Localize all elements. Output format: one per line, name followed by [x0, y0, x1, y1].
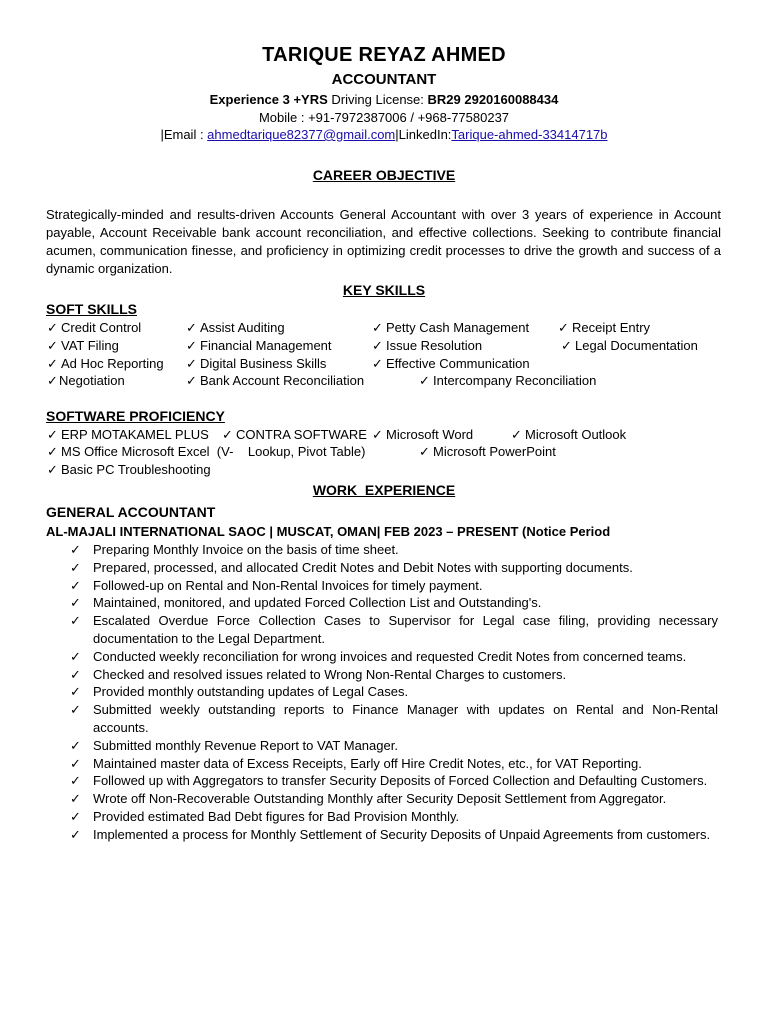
- skill-label: VAT Filing: [61, 338, 119, 353]
- experience-label: Experience 3 +YRS: [209, 92, 328, 107]
- software-label: Microsoft Word: [386, 427, 474, 442]
- candidate-role: ACCOUNTANT: [331, 71, 437, 88]
- list-item: [70, 755, 718, 773]
- check-icon: ✓: [70, 684, 81, 700]
- software-label: Microsoft PowerPoint: [433, 444, 556, 459]
- skill-item: [47, 320, 141, 336]
- check-icon: ✓: [70, 702, 81, 718]
- list-item: [70, 772, 718, 790]
- email-link[interactable]: ahmedtarique82377@gmail.com: [207, 127, 396, 142]
- bullet-text: Maintained, monitored, and updated Forced Collection List and Outstanding's.: [93, 595, 542, 611]
- skill-item: [47, 356, 164, 372]
- check-icon: ✓: [561, 338, 572, 353]
- skill-label: Issue Resolution: [386, 338, 483, 353]
- candidate-name: TARIQUE REYAZ AHMED: [262, 44, 506, 66]
- mobile-line: Mobile : +91-7972387006 / +968-77580237: [258, 110, 510, 125]
- check-icon: ✓: [70, 559, 81, 575]
- job-title: GENERAL ACCOUNTANT: [46, 504, 216, 520]
- skill-label: Legal Documentation: [575, 338, 698, 353]
- software-item: [47, 462, 211, 478]
- skill-label: Assist Auditing: [200, 320, 285, 335]
- bullet-text: Provided estimated Bad Debt figures for Bad Provision Monthly.: [93, 808, 460, 824]
- list-item: [70, 701, 718, 737]
- skill-label: Digital Business Skills: [200, 356, 327, 371]
- skill-item: [372, 338, 482, 354]
- list-item: [70, 790, 718, 808]
- check-icon: ✓: [47, 462, 58, 477]
- software-item: [372, 427, 473, 443]
- list-item: [70, 666, 718, 684]
- list-item: [70, 577, 718, 595]
- check-icon: ✓: [70, 826, 81, 842]
- software-label: MS Office Microsoft Excel (V- Lookup, Pivot Table): [61, 444, 366, 459]
- skill-item: [47, 373, 125, 389]
- check-icon: ✓: [419, 373, 430, 388]
- linkedin-prefix: |LinkedIn:: [395, 127, 452, 142]
- skill-item: [419, 373, 596, 389]
- check-icon: ✓: [70, 613, 81, 629]
- bullet-text: Followed up with Aggregators to transfer Security Deposits of Forced Collection and Defaulting Customers.: [93, 773, 708, 789]
- list-item: [70, 612, 718, 648]
- check-icon: ✓: [70, 808, 81, 824]
- key-skills-title: KEY SKILLS: [342, 282, 426, 298]
- skill-item: [47, 338, 119, 354]
- check-icon: ✓: [47, 320, 58, 335]
- check-icon: ✓: [70, 577, 81, 593]
- skill-item: [186, 338, 332, 354]
- check-icon: ✓: [222, 427, 233, 442]
- software-label: CONTRA SOFTWARE: [236, 427, 367, 442]
- software-proficiency-heading: SOFTWARE PROFICIENCY: [46, 408, 225, 424]
- responsibility-list: [70, 541, 718, 844]
- company-line: AL-MAJALI INTERNATIONAL SAOC | MUSCAT, OMAN| FEB 2023 – PRESENT (Notice Period: [46, 524, 611, 539]
- career-objective-heading: [0, 167, 768, 183]
- check-icon: ✓: [558, 320, 569, 335]
- skill-label: Intercompany Reconciliation: [433, 373, 597, 388]
- license-number: BR29 2920160088434: [427, 92, 559, 107]
- check-icon: ✓: [47, 373, 58, 388]
- key-skills-heading: [0, 282, 768, 298]
- list-item: [70, 594, 718, 612]
- software-item: [222, 427, 367, 443]
- skill-label: Effective Communication: [386, 356, 530, 371]
- skill-label: Financial Management: [200, 338, 332, 353]
- skill-label: Ad Hoc Reporting: [61, 356, 164, 371]
- skill-label: Bank Account Reconciliation: [200, 373, 365, 388]
- check-icon: ✓: [70, 542, 81, 557]
- work-experience-heading: [0, 482, 768, 498]
- list-item: [70, 559, 718, 577]
- check-icon: ✓: [70, 773, 81, 789]
- check-icon: ✓: [47, 356, 58, 371]
- software-label: Basic PC Troubleshooting: [61, 462, 211, 477]
- list-item: [70, 826, 718, 844]
- check-icon: ✓: [70, 595, 81, 611]
- bullet-text: Submitted monthly Revenue Report to VAT Manager.: [93, 737, 398, 753]
- list-item: [70, 808, 718, 826]
- skill-item: [372, 320, 529, 336]
- list-item: [70, 737, 718, 755]
- skill-label: Petty Cash Management: [386, 320, 530, 335]
- license-label: Driving License:: [327, 92, 428, 107]
- skill-label: Negotiation: [59, 373, 125, 388]
- bullet-text: Prepared, processed, and allocated Credit Notes and Debit Notes with supporting documents.: [93, 559, 633, 575]
- skill-item: [186, 373, 364, 389]
- check-icon: ✓: [186, 320, 197, 335]
- check-icon: ✓: [186, 338, 197, 353]
- bullet-text: Escalated Overdue Force Collection Cases to Supervisor for Legal case filing, providing necessary documentation to the Legal Department.: [93, 613, 718, 646]
- skill-item: [186, 356, 326, 372]
- check-icon: ✓: [372, 338, 383, 353]
- software-item: [47, 444, 365, 460]
- software-item: [511, 427, 626, 443]
- bullet-text: Implemented a process for Monthly Settlement of Security Deposits of Unpaid Agreements from customers.: [93, 826, 711, 842]
- bullet-text: Submitted weekly outstanding reports to Finance Manager with updates on Rental and Non-Rental accounts.: [93, 702, 718, 735]
- check-icon: ✓: [419, 444, 430, 459]
- list-item: [70, 648, 718, 666]
- list-item: [70, 683, 718, 701]
- check-icon: ✓: [372, 320, 383, 335]
- check-icon: ✓: [372, 356, 383, 371]
- bullet-text: Wrote off Non-Recoverable Outstanding Monthly after Security Deposit Settlement from Aggregator.: [93, 791, 667, 807]
- check-icon: ✓: [511, 427, 522, 442]
- bullet-text: Preparing Monthly Invoice on the basis of time sheet.: [93, 542, 399, 557]
- skill-label: Receipt Entry: [572, 320, 651, 335]
- bullet-text: Conducted weekly reconciliation for wrong invoices and requested Credit Notes from concerned teams.: [93, 648, 687, 664]
- check-icon: ✓: [47, 338, 58, 353]
- contact-line: [0, 127, 768, 142]
- list-item: [70, 541, 718, 559]
- bullet-text: Checked and resolved issues related to Wrong Non-Rental Charges to customers.: [93, 666, 567, 682]
- skill-item: [372, 356, 530, 372]
- career-objective-text: Strategically-minded and results-driven Accounts General Accountant with over 3 years of experience in Account payable, Account Receivable bank account reconciliation, and effective collections. Seeking to contribute financial acumen, communication finesse, and proficiency in optimizing credit processes to drive the growth and success of a dynamic organization.: [46, 207, 721, 276]
- check-icon: ✓: [186, 373, 197, 388]
- check-icon: ✓: [70, 666, 81, 682]
- check-icon: ✓: [186, 356, 197, 371]
- software-label: ERP MOTAKAMEL PLUS: [61, 427, 209, 442]
- bullet-text: Provided monthly outstanding updates of Legal Cases.: [93, 684, 409, 700]
- software-label: Microsoft Outlook: [525, 427, 627, 442]
- email-prefix: |Email :: [160, 127, 208, 142]
- skill-item: [186, 320, 285, 336]
- check-icon: ✓: [47, 444, 58, 459]
- skill-label: Credit Control: [61, 320, 142, 335]
- check-icon: ✓: [70, 755, 81, 771]
- linkedin-link[interactable]: Tarique-ahmed-33414717b: [451, 127, 608, 142]
- work-experience-title: WORK EXPERIENCE: [312, 482, 456, 498]
- bullet-text: Followed-up on Rental and Non-Rental Invoices for timely payment.: [93, 577, 483, 593]
- skill-item: [558, 320, 650, 336]
- career-objective-title: CAREER OBJECTIVE: [312, 167, 456, 183]
- software-item: [419, 444, 556, 460]
- check-icon: ✓: [70, 791, 81, 807]
- skill-item: [561, 338, 698, 354]
- soft-skills-heading: SOFT SKILLS: [46, 301, 137, 317]
- experience-line: [0, 92, 768, 107]
- software-item: [47, 427, 209, 443]
- bullet-text: Maintained master data of Excess Receipts, Early off Hire Credit Notes, etc., for VAT Reporting.: [93, 755, 642, 771]
- check-icon: ✓: [47, 427, 58, 442]
- check-icon: ✓: [70, 648, 81, 664]
- check-icon: ✓: [70, 737, 81, 753]
- check-icon: ✓: [372, 427, 383, 442]
